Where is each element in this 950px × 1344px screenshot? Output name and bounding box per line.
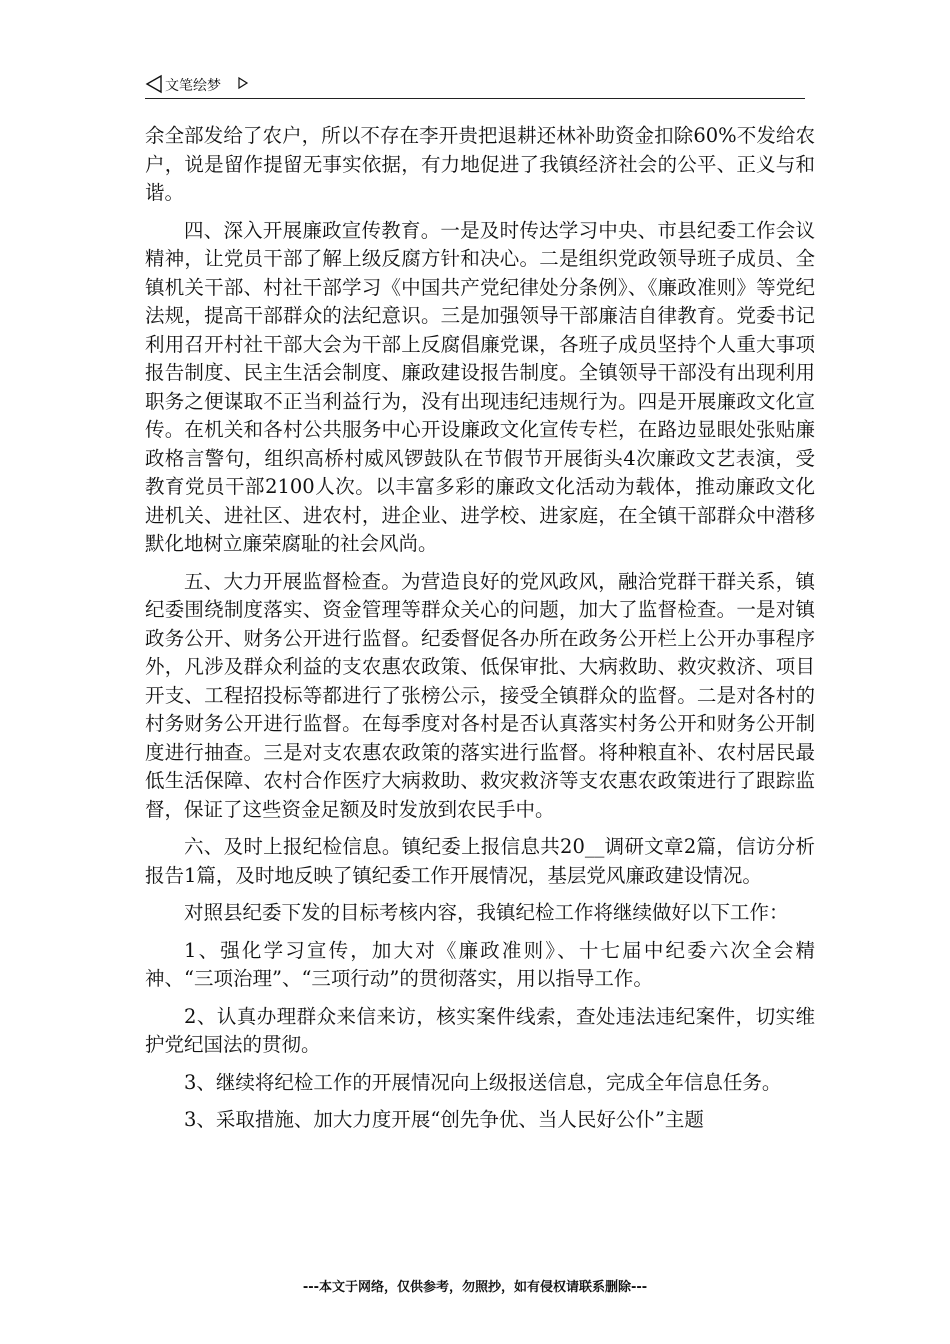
paragraph-section-four: 四、深入开展廉政宣传教育。一是及时传达学习中央、市县纪委工作会议精神，让党员干部了解上级反腐方针和决心。二是组织党政领导班子成员、全镇机关干部、村社干部学习《中国共产党纪律处分条例》、《廉政准则》等党纪法规，提高干部群众的法纪意识。三是加强领导干部廉洁自律教育。党委书记利用召开村社干部大会为干部上反腐倡廉党课，各班子成员坚持个人重大事项报告制度、民主生活会制度、廉政建设报告制度。全镇领导干部没有出现利用职务之便谋取不正当利益行为，没有出现违纪违规行为。四是开展廉政文化宣传。在机关和各村公共服务中心开设廉政文化宣传专栏，在路边显眼处张贴廉政格言警句，组织高桥村威风锣鼓队在节假节开展街头4次廉政文艺表演，受教育党员干部2100人次。以丰富多彩的廉政文化活动为载体，推动廉政文化进机关、进社区、进农村，进企业、进学校、进家庭，在全镇干部群众中潜移默化地树立廉荣腐耻的社会风尚。 xyxy=(145,218,815,555)
page-footer-disclaimer: ---本文于网络，仅供参考，勿照抄，如有侵权请联系删除--- xyxy=(302,1280,648,1295)
paragraph-task-1: 1、强化学习宣传，加大对《廉政准则》、十七届中纪委六次全会精神、“三项治理”、“三项行动”的贯彻落实，用以指导工作。 xyxy=(145,938,815,990)
paragraph-section-five: 五、大力开展监督检查。为营造良好的党风政风，融洽党群干群关系，镇纪委围绕制度落实、资金管理等群众关心的问题，加大了监督检查。一是对镇政务公开、财务公开进行监督。纪委督促各办所在政务公开栏上公开办事程序外，凡涉及群众利益的支农惠农政策、低保审批、大病救助、救灾救济、项目开支、工程招投标等都进行了张榜公示，接受全镇群众的监督。二是对各村的村务财务公开进行监督。在每季度对各村是否认真落实村务公开和财务公开制度进行抽查。三是对支农惠农政策的落实进行监督。将种粮直补、农村居民最低生活保障、农村合作医疗大病救助、救灾救济等支农惠农政策进行了跟踪监督，保证了这些资金足额及时发放到农民手中。 xyxy=(145,569,815,821)
paragraph-continued: 余全部发给了农户，所以不存在李开贵把退耕还林补助资金扣除60%不发给农户，说是留作提留无事实依据，有力地促进了我镇经济社会的公平、正义与和谐。 xyxy=(145,124,815,204)
paragraph-task-3b: 3、采取措施、加大力度开展“创先争优、当人民好公仆”主题 xyxy=(184,1108,704,1131)
paragraph-task-3: 3、继续将纪检工作的开展情况向上级报送信息，完成全年信息任务。 xyxy=(184,1070,782,1094)
header-brand: 文笔绘梦 xyxy=(165,78,221,94)
paragraph-intro-tasks: 对照县纪委下发的目标考核内容，我镇纪检工作将继续做好以下工作： xyxy=(184,901,789,924)
triangle-right-outline-icon xyxy=(237,76,249,90)
page-header xyxy=(145,72,805,99)
paragraph-task-2: 2、认真办理群众来信来访，核实案件线索，查处违法违纪案件，切实维护党纪国法的贯彻。 xyxy=(145,1004,815,1056)
triangle-left-outline-icon xyxy=(145,74,163,94)
document-body xyxy=(145,122,815,1144)
paragraph-section-six: 六、及时上报纪检信息。镇纪委上报信息共20__调研文章2篇，信访分析报告1篇，及时地反映了镇纪委工作开展情况，基层党风廉政建设情况。 xyxy=(145,835,815,887)
